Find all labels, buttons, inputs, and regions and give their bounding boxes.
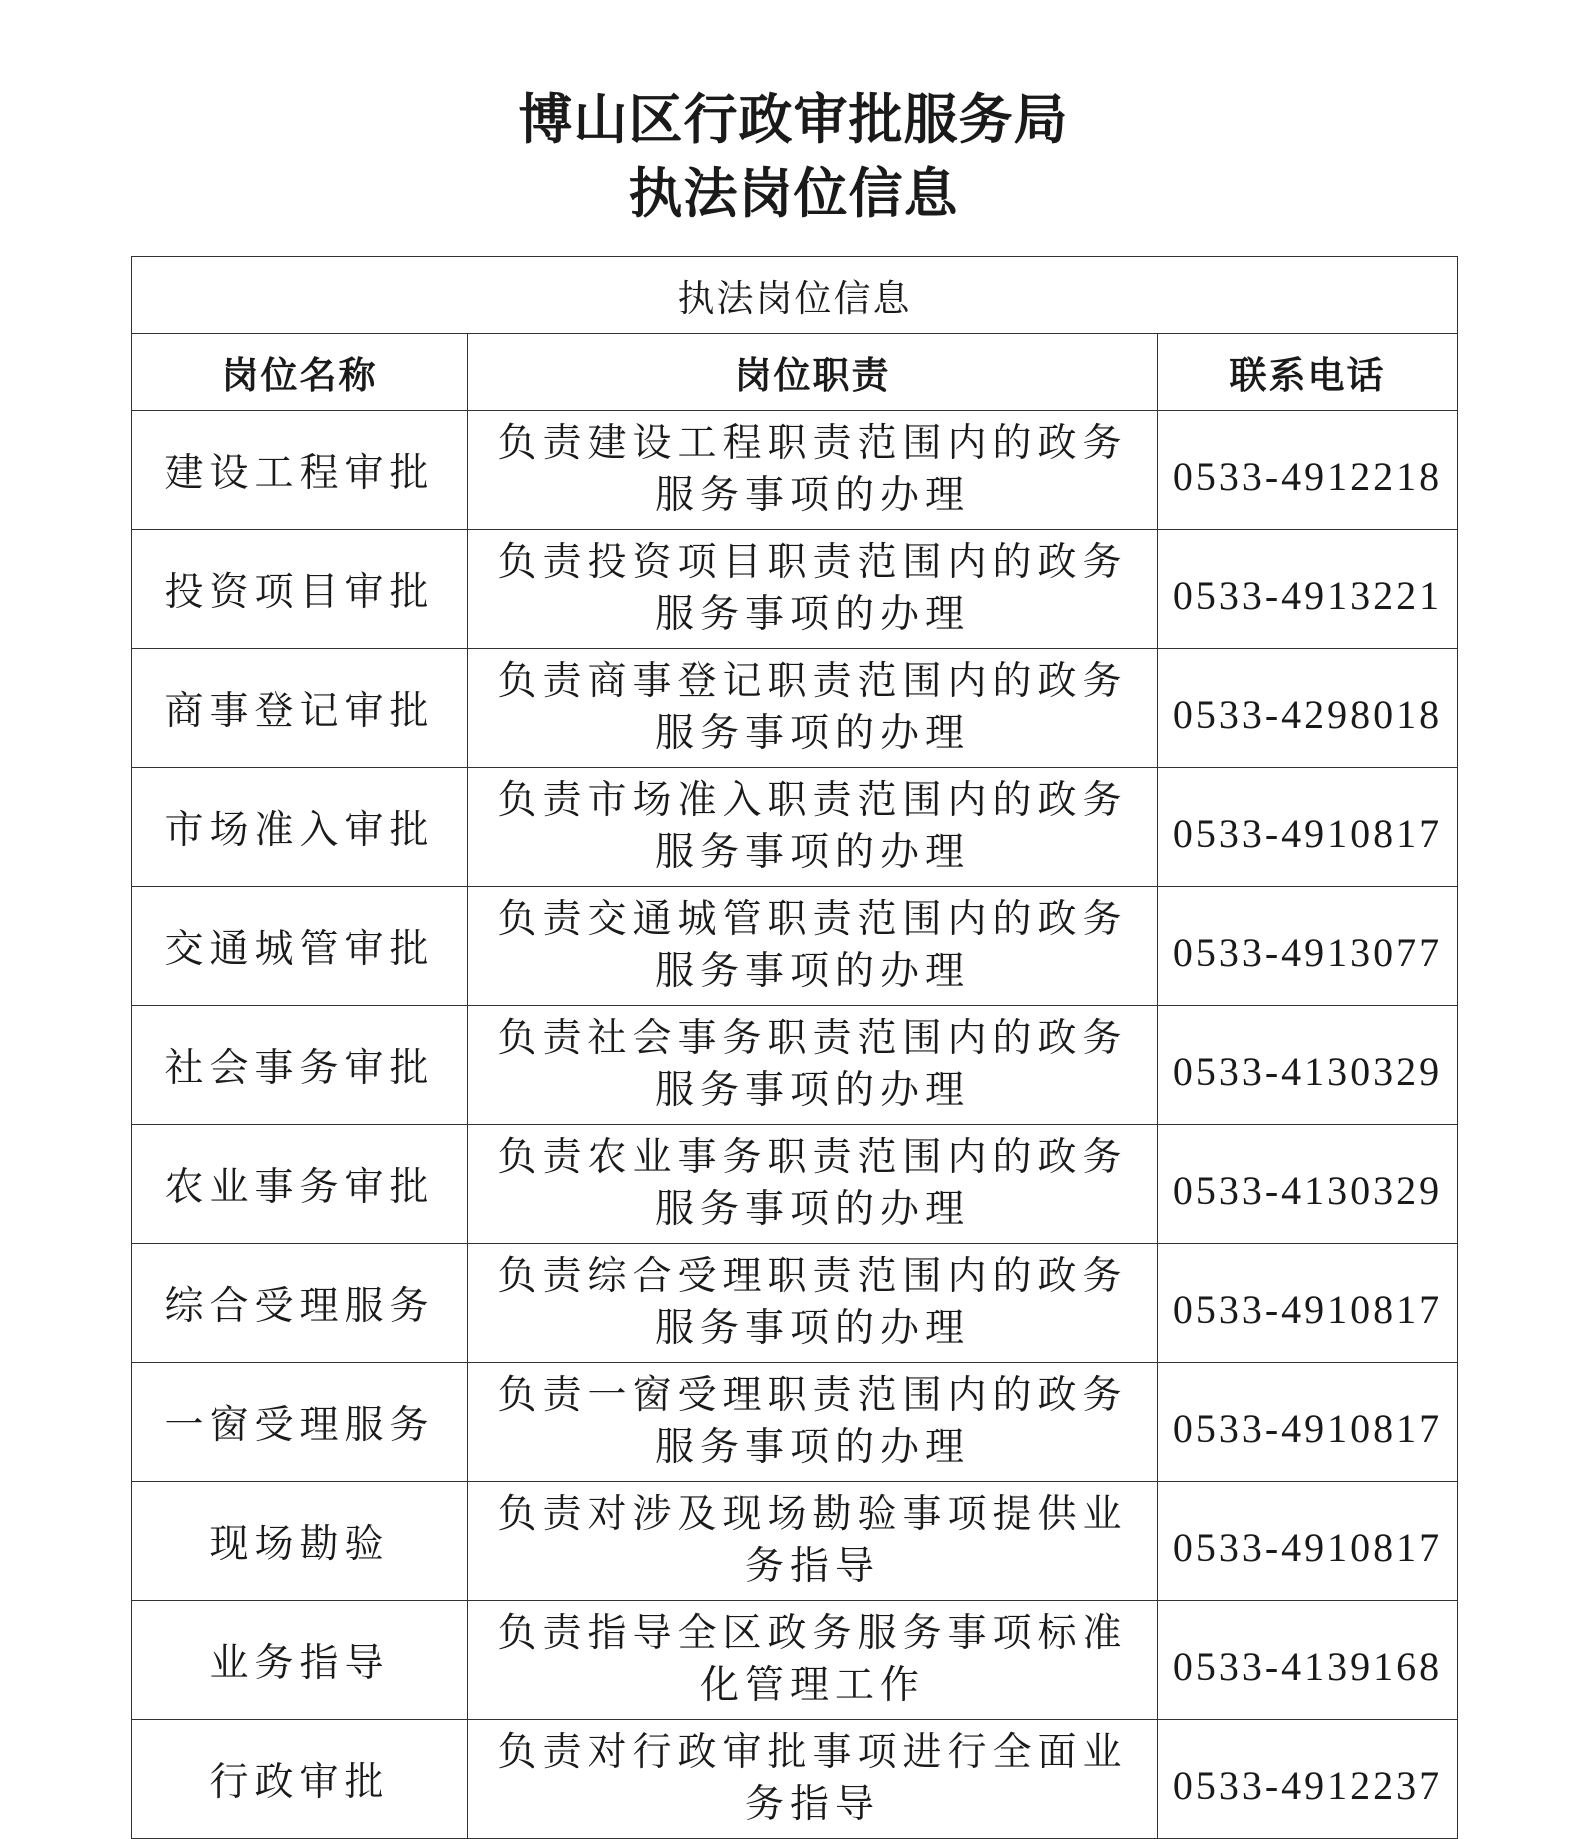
table-row [132, 1006, 1458, 1125]
position-duty-text: 负责指导全区政务服务事项标准化管理工作 [497, 1611, 1128, 1708]
position-name-cell: 投资项目审批 [132, 530, 468, 649]
contact-phone-cell: 0533-4913221 [1158, 530, 1458, 649]
table-row [132, 1363, 1458, 1482]
position-name-cell: 行政审批 [132, 1720, 468, 1839]
contact-phone-cell: 0533-4913077 [1158, 887, 1458, 1006]
table-row [132, 530, 1458, 649]
position-duty-text: 负责综合受理职责范围内的政务服务事项的办理 [497, 1254, 1128, 1351]
position-duty-cell [468, 1244, 1158, 1363]
table-caption: 执法岗位信息 [132, 257, 1458, 334]
table-caption-row [132, 257, 1458, 334]
position-duty-cell [468, 649, 1158, 768]
document-title: 博山区行政审批服务局 [518, 87, 1069, 151]
position-duty-text: 负责社会事务职责范围内的政务服务事项的办理 [497, 1016, 1128, 1113]
position-duty-text: 负责对行政审批事项进行全面业务指导 [497, 1730, 1128, 1827]
position-duty-cell [468, 411, 1158, 530]
table-row [132, 1125, 1458, 1244]
position-name-cell: 社会事务审批 [132, 1006, 468, 1125]
header-position-duty: 岗位职责 [468, 334, 1158, 411]
position-name-cell: 建设工程审批 [132, 411, 468, 530]
position-duty-text: 负责交通城管职责范围内的政务服务事项的办理 [497, 897, 1128, 994]
table-row [132, 1601, 1458, 1720]
contact-phone-cell: 0533-4139168 [1158, 1601, 1458, 1720]
table-body [132, 411, 1458, 1839]
table-row [132, 411, 1458, 530]
position-duty-cell [468, 1363, 1158, 1482]
position-duty-cell [468, 1601, 1158, 1720]
position-name-cell: 商事登记审批 [132, 649, 468, 768]
contact-phone-cell: 0533-4910817 [1158, 1363, 1458, 1482]
table-row [132, 1720, 1458, 1839]
position-duty-text: 负责商事登记职责范围内的政务服务事项的办理 [497, 659, 1128, 756]
contact-phone-cell: 0533-4298018 [1158, 649, 1458, 768]
position-duty-text: 负责投资项目职责范围内的政务服务事项的办理 [497, 540, 1128, 637]
document-subtitle: 执法岗位信息 [628, 161, 959, 225]
contact-phone-cell: 0533-4910817 [1158, 768, 1458, 887]
table-row [132, 768, 1458, 887]
table-row [132, 1244, 1458, 1363]
position-name-cell: 市场准入审批 [132, 768, 468, 887]
position-duty-text: 负责对涉及现场勘验事项提供业务指导 [497, 1492, 1128, 1589]
position-duty-text: 负责农业事务职责范围内的政务服务事项的办理 [497, 1135, 1128, 1232]
position-info-table [131, 256, 1458, 1839]
position-name-cell: 一窗受理服务 [132, 1363, 468, 1482]
position-duty-cell [468, 1482, 1158, 1601]
table-row [132, 649, 1458, 768]
position-duty-text: 负责建设工程职责范围内的政务服务事项的办理 [497, 421, 1128, 518]
position-duty-cell [468, 1006, 1158, 1125]
position-name-cell: 交通城管审批 [132, 887, 468, 1006]
contact-phone-cell: 0533-4130329 [1158, 1006, 1458, 1125]
position-duty-cell [468, 768, 1158, 887]
contact-phone-cell: 0533-4912218 [1158, 411, 1458, 530]
position-name-cell: 综合受理服务 [132, 1244, 468, 1363]
position-duty-text: 负责市场准入职责范围内的政务服务事项的办理 [497, 778, 1128, 875]
position-name-cell: 业务指导 [132, 1601, 468, 1720]
position-duty-cell [468, 1720, 1158, 1839]
position-name-cell: 现场勘验 [132, 1482, 468, 1601]
table-row [132, 1482, 1458, 1601]
table-header-row [132, 334, 1458, 411]
header-position-name: 岗位名称 [132, 334, 468, 411]
position-duty-cell [468, 530, 1158, 649]
position-duty-text: 负责一窗受理职责范围内的政务服务事项的办理 [497, 1373, 1128, 1470]
contact-phone-cell: 0533-4912237 [1158, 1720, 1458, 1839]
header-contact-phone: 联系电话 [1158, 334, 1458, 411]
contact-phone-cell: 0533-4910817 [1158, 1482, 1458, 1601]
position-name-cell: 农业事务审批 [132, 1125, 468, 1244]
position-duty-cell [468, 887, 1158, 1006]
table-row [132, 887, 1458, 1006]
contact-phone-cell: 0533-4910817 [1158, 1244, 1458, 1363]
position-duty-cell [468, 1125, 1158, 1244]
contact-phone-cell: 0533-4130329 [1158, 1125, 1458, 1244]
